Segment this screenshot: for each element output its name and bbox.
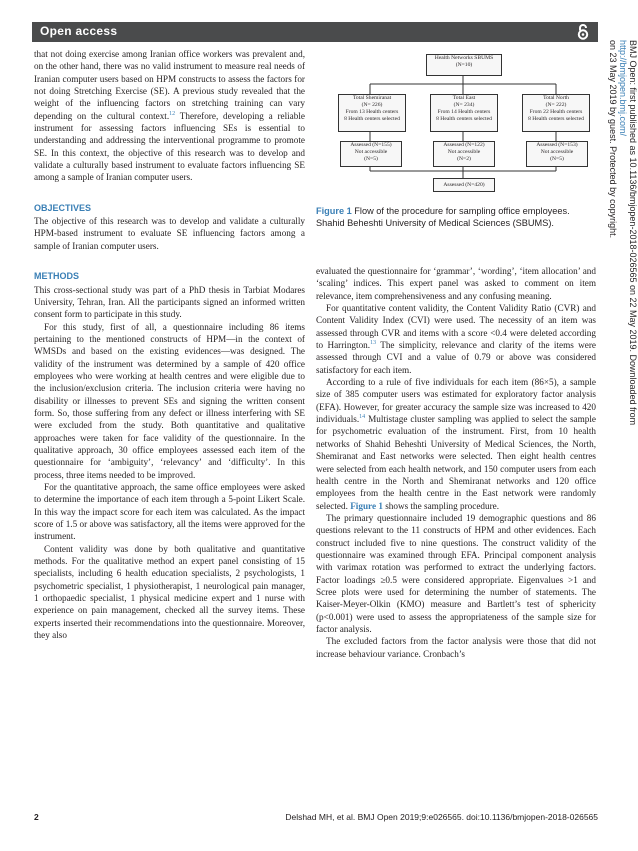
- copyright-sidebar: [608, 40, 638, 820]
- sidebar-text: BMJ Open: first published as 10.1136/bmjopen-2018-026565 on 22 May 2019. Downloaded from: [628, 40, 638, 426]
- box-line: (N= 226): [361, 102, 383, 108]
- paragraph: The simplicity, relevance and clarity of the items were assessed through CVI and a value of 0.79 or above was considered satisfactory for each item.: [316, 340, 596, 375]
- reference[interactable]: 12: [169, 110, 176, 117]
- box-line: Total Shemiranat: [352, 95, 392, 101]
- figure-link[interactable]: Figure 1: [350, 500, 383, 511]
- box-line: Assessed (N=153): [536, 142, 578, 148]
- box-line: 8 Health centers selected: [344, 116, 400, 122]
- sampling-flowchart: [338, 48, 588, 200]
- methods-heading: METHODS: [34, 271, 79, 282]
- paragraph: For the quantitative approach, the same office employees were asked to determine the importance of each item through a 5-point Likert Scale. In this way the impact score for each item was calculated. As the impact score of 1.5 or above was satisfactory, all the items were approved for the instrument.: [34, 482, 305, 542]
- caption-text: Flow of the procedure for sampling office employees. Shahid Beheshti University of Medical Sciences (SBUMS).: [316, 206, 570, 228]
- citation: Delshad MH, et al. BMJ Open 2019;9:e026565. doi:10.1136/bmjopen-2018-026565: [285, 812, 598, 822]
- box-line: From 13 Health centers: [345, 109, 399, 115]
- page-number: 2: [34, 812, 39, 822]
- box-line: (N=5): [550, 156, 564, 162]
- box-line: Not accessible: [354, 149, 388, 155]
- figure-label: Figure 1: [316, 206, 352, 216]
- box-line: Not accessible: [540, 149, 574, 155]
- box-line: 8 Health centers selected: [528, 116, 584, 122]
- figure-caption: [316, 206, 596, 229]
- paragraph: shows the sampling procedure.: [382, 500, 500, 511]
- box-line: Total East: [452, 95, 476, 101]
- box-line: From 22 Health centers: [529, 109, 583, 115]
- flow-box-assessed-2: [433, 141, 495, 167]
- box-line: 8 Health centers selected: [436, 116, 492, 122]
- sidebar-link[interactable]: http://bmjopen.bmj.com/: [618, 40, 628, 137]
- box-line: (N= 222): [545, 102, 567, 108]
- header-bar: [32, 22, 598, 42]
- paragraph: For this study, first of all, a questionnaire including 86 items pertaining to the mentioned constructs of HPM—in the context of WMSDs and based on the existing evidences—was designed. The validity of the instrument was determined by a sample of 420 office employees who were working at health centres and were eligible due to the inclusion/exclusion criteria. The inclusion criteria were having no disability or illnesses to prevent SEs and signing the written consent form. So, those suffering from any defect or illness interfering with SE were excluded from the study. Both quantitative and qualitative approaches were taken for face validity of the questionnaire. In the qualitative approach, 30 office employees assessed each item of the questionnaire for ‘ambiguity’, ‘relevancy’ and ‘difficulty’. In this process, three items needed to be improved.: [34, 321, 305, 480]
- box-line: Assessed (N=155): [350, 142, 392, 148]
- box-line: From 14 Health centers: [437, 109, 491, 115]
- reference[interactable]: 14: [359, 414, 366, 421]
- box-line: (N= 234): [453, 102, 475, 108]
- paragraph: The objective of this research was to develop and validate a culturally HPM-based instrument to evaluate SE influencing factors among a sample of Iranian computer users.: [34, 216, 305, 251]
- paragraph: For quantitative content validity, the Content Validity Ratio (CVR) and Content Validity Index (CVI) were used. The necessity of an item was assessed through CVR and items with a score <0.4 were deleted according to Harrington.: [316, 303, 596, 351]
- flow-box-shemiranat: [338, 94, 406, 132]
- box-line: Not accessible: [447, 149, 481, 155]
- paragraph: Therefore, developing a reliable instrument for assessing factors influencing SEs is essential to understanding and addressing the interventional programme to promote SE. In this context, the objective of this research was to develop and validate a culturally based instrument to evaluate factors influencing SE among a sample of Iranian computer users.: [34, 110, 305, 183]
- sidebar-text-end: on 23 May 2019 by guest. Protected by copyright.: [608, 40, 618, 239]
- paragraph: that not doing exercise among Iranian office workers was prevalent and, on the other hand, there was no valid instrument to measure real needs of Iranian computer users based on HPM constructs to assess the factors for not doing Stretching Exercise (SE). A previous study revealed that the weight of the influencing factors on stretching training can vary depending on the cultural context.: [34, 49, 305, 121]
- paragraph: This cross-sectional study was part of a PhD thesis in Tarbiat Modares University, Tehran, Iran. All the participants signed an informed written consent form to participate in this study.: [34, 284, 305, 320]
- paragraph: Multistage cluster sampling was applied to select the sample for psychometric evaluation of the instrument. First, from 10 health networks of Shahid Beheshti University of Medical Sciences, the North, Shemiranat and East networks were selected. Then eight health centres were selected from each health network, and 150 computer users from each health centre in the North and Shemiranat networks and 120 office employees from the health centre in the East network were randomly selected.: [316, 414, 596, 511]
- section-label: Open access: [40, 24, 118, 38]
- box-line: Assessed (N=122): [443, 142, 485, 148]
- flow-box-top: [426, 54, 502, 76]
- paragraph: The excluded factors from the factor analysis were those that did not increase behaviour variance. Cronbach’s: [316, 636, 596, 659]
- flow-box-north: [522, 94, 590, 132]
- paragraph: According to a rule of five individuals for each item (86×5), a sample size of 385 computer users was estimated for exploratory factor analysis (EFA). However, for greater accuracy the sample size was increased to 420 individuals.: [316, 377, 596, 425]
- paragraph: evaluated the questionnaire for ‘grammar’, ‘wording’, ‘item allocation’ and ‘scaling’ indices. This expert panel was asked to comment on item relevance, item comprehensiveness and any confusing meaning.: [316, 266, 596, 301]
- flow-box-assessed-1: [340, 141, 402, 167]
- flow-box-assessed-3: [526, 141, 588, 167]
- box-line: (N=10): [455, 62, 473, 68]
- paragraph: Content validity was done by both qualitative and quantitative methods. For the qualitative method an expert panel consisting of 15 specialists, including 6 health education specialists, 2 psychologists, 1 psychometric specialist, 1 physiotherapist, 1 neurological pain manager, 1 orthopaedic specialist, 1 physical medicine expert and 1 nurse with experience on pain management, checked all the survey items. These experts inserted their recommendations into the questionnaire. Moreover, they also: [34, 543, 305, 641]
- box-line: (N=5): [364, 156, 378, 162]
- reference[interactable]: 13: [370, 340, 377, 346]
- right-column: [316, 265, 596, 660]
- objectives-heading: OBJECTIVES: [34, 202, 92, 213]
- open-access-icon: [574, 23, 592, 41]
- box-line: Assessed (N=420): [443, 182, 485, 188]
- left-column: [34, 48, 305, 641]
- box-line: (N=2): [457, 156, 471, 162]
- box-line: Total North: [543, 95, 569, 101]
- flow-box-east: [430, 94, 498, 132]
- flow-box-final: [433, 178, 495, 192]
- box-line: Health Networks SBUMS: [434, 55, 494, 61]
- paragraph: The primary questionnaire included 19 demographic questions and 86 questions relevant to the 11 constructs of HPM and other evidences. Each construct included five to nine questions. The construct validity of the questionnaire was examined through EFA. Principal component analysis with varimax rotation was performed to extract the underlying factors. Factor loadings ≥0.5 were considered appropriate. Eigenvalues >1 and Scree plots were used for determining the number of statements. The Kaiser-Meyer-Olkin (KMO) measure and Bartlett’s test of sphericity (p<0.001) were used to assess the appropriateness of the sample size for factor analysis.: [316, 512, 596, 634]
